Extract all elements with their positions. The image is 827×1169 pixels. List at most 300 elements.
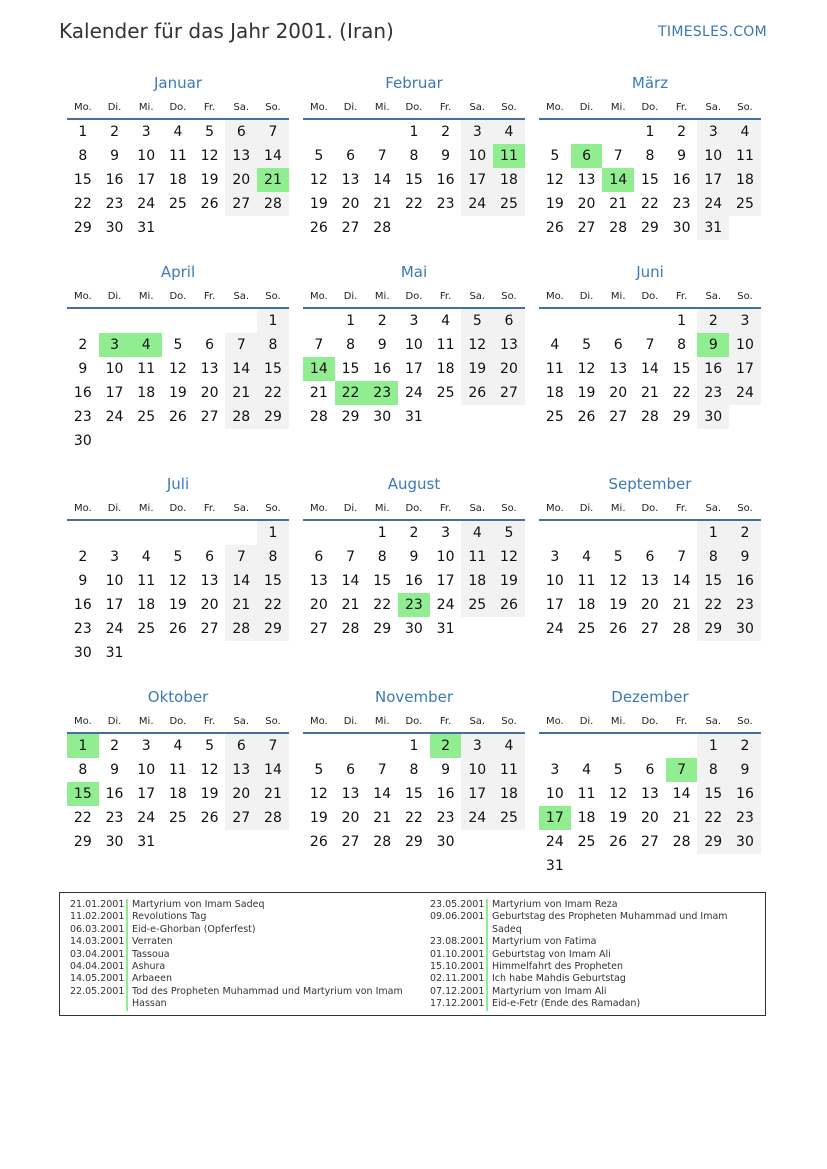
legend-date: 07.12.2001 xyxy=(430,985,485,997)
day-cell: 3 xyxy=(550,549,560,565)
weekday-label: Fr. xyxy=(675,291,688,302)
day-cell: 16 xyxy=(105,172,124,188)
day-cell: 7 xyxy=(314,337,324,353)
day-cell: 23 xyxy=(73,409,92,425)
weekday-label: Di. xyxy=(343,503,358,514)
day-cell: 27 xyxy=(225,192,257,216)
day-grid xyxy=(67,120,289,240)
weekday-label: Sa. xyxy=(233,102,250,113)
weekday-header xyxy=(303,498,525,521)
empty-cell xyxy=(130,641,162,665)
holiday-marker xyxy=(486,949,488,961)
day-cell: 31 xyxy=(137,220,156,236)
day-cell: 2 xyxy=(729,521,761,545)
month-5 xyxy=(303,262,525,429)
empty-cell xyxy=(162,216,194,240)
legend-date: 01.10.2001 xyxy=(430,948,485,960)
day-cell: 17 xyxy=(404,361,423,377)
empty-cell xyxy=(194,309,226,333)
day-cell: 1 xyxy=(697,734,729,758)
empty-cell xyxy=(571,120,603,144)
day-cell: 25 xyxy=(168,810,187,826)
day-cell: 6 xyxy=(314,549,324,565)
day-cell: 26 xyxy=(168,621,187,637)
empty-cell xyxy=(162,830,194,854)
holiday-marker xyxy=(126,961,128,973)
day-cell: 20 xyxy=(640,597,659,613)
day-cell: 31 xyxy=(545,858,564,874)
day-cell: 14 xyxy=(672,573,691,589)
month-name: Juli xyxy=(166,475,190,493)
day-cell: 30 xyxy=(73,645,92,661)
legend-holiday-name: Martyrium von Imam Reza xyxy=(492,899,618,910)
month-10 xyxy=(67,687,289,854)
day-cell: 15 xyxy=(73,172,92,188)
month-name: Februar xyxy=(385,74,443,92)
day-cell: 10 xyxy=(105,573,124,589)
day-cell: 19 xyxy=(577,385,596,401)
weekday-header xyxy=(539,97,761,120)
day-cell: 15 xyxy=(640,172,659,188)
day-cell: 21 xyxy=(672,597,691,613)
day-grid xyxy=(67,309,289,453)
empty-cell xyxy=(303,309,335,333)
weekday-label: So. xyxy=(737,291,753,302)
day-cell: 30 xyxy=(672,220,691,236)
legend-date: 14.05.2001 xyxy=(70,973,125,985)
day-cell: 14 xyxy=(373,786,392,802)
day-cell: 20 xyxy=(225,168,257,192)
day-cell: 13 xyxy=(200,573,219,589)
empty-cell xyxy=(257,216,289,240)
empty-cell xyxy=(303,521,335,545)
day-cell: 30 xyxy=(105,834,124,850)
day-cell: 19 xyxy=(168,597,187,613)
empty-cell xyxy=(430,216,462,240)
day-cell: 7 xyxy=(346,549,355,565)
day-cell: 28 xyxy=(341,621,360,637)
day-cell: 15 xyxy=(257,569,289,593)
day-cell: 31 xyxy=(404,409,423,425)
legend-date: 23.05.2001 xyxy=(430,899,485,910)
day-cell: 1 xyxy=(377,525,387,541)
day-cell: 22 xyxy=(697,593,729,617)
empty-cell xyxy=(539,120,571,144)
day-cell: 8 xyxy=(645,148,655,164)
weekday-label: Mi. xyxy=(374,503,390,514)
weekday-label: Mi. xyxy=(138,102,154,113)
day-cell: 18 xyxy=(577,810,596,826)
day-cell: 24 xyxy=(105,621,124,637)
day-cell: 10 xyxy=(545,786,564,802)
empty-cell xyxy=(493,830,525,854)
empty-cell xyxy=(194,641,226,665)
day-cell: 23 xyxy=(436,196,455,212)
day-cell: 26 xyxy=(309,220,328,236)
day-cell: 1 xyxy=(346,313,355,329)
day-cell: 6 xyxy=(645,549,655,565)
empty-cell xyxy=(666,521,698,545)
legend-date: 09.06.2001 xyxy=(430,911,485,923)
day-cell: 6 xyxy=(205,549,215,565)
weekday-label: Mo. xyxy=(309,291,328,302)
day-cell: 15 xyxy=(373,573,392,589)
day-cell: 24 xyxy=(461,192,493,216)
month-8 xyxy=(303,474,525,641)
weekday-label: Mo. xyxy=(309,102,328,113)
day-cell: 11 xyxy=(461,545,493,569)
weekday-label: Fr. xyxy=(203,102,216,113)
day-grid xyxy=(67,734,289,854)
day-cell: 6 xyxy=(346,148,355,164)
day-cell: 30 xyxy=(697,405,729,429)
empty-cell xyxy=(493,216,525,240)
legend-row xyxy=(70,961,415,973)
weekday-header xyxy=(539,711,761,734)
day-cell: 28 xyxy=(672,621,691,637)
day-cell: 30 xyxy=(729,617,761,641)
day-cell: 22 xyxy=(257,593,289,617)
day-cell: 16 xyxy=(73,597,92,613)
day-grid xyxy=(539,521,761,641)
day-cell: 25 xyxy=(577,621,596,637)
weekday-label: Mi. xyxy=(610,102,626,113)
weekday-label: Fr. xyxy=(203,291,216,302)
day-cell: 14 xyxy=(257,758,289,782)
day-cell: 6 xyxy=(613,337,623,353)
day-cell: 18 xyxy=(577,597,596,613)
weekday-label: Do. xyxy=(641,716,659,727)
month-name: Januar xyxy=(154,74,202,92)
day-cell: 3 xyxy=(461,120,493,144)
empty-cell xyxy=(729,405,761,429)
day-cell: 22 xyxy=(373,597,392,613)
empty-cell xyxy=(461,216,493,240)
day-cell: 24 xyxy=(105,409,124,425)
weekday-label: So. xyxy=(737,102,753,113)
day-cell: 1 xyxy=(257,521,289,545)
weekday-label: Fr. xyxy=(439,716,452,727)
day-cell: 22 xyxy=(697,806,729,830)
day-cell: 26 xyxy=(168,409,187,425)
day-cell: 14 xyxy=(672,786,691,802)
day-cell: 13 xyxy=(609,361,628,377)
day-cell: 17 xyxy=(105,597,124,613)
day-cell: 1 xyxy=(409,124,419,140)
day-cell: 1 xyxy=(78,124,88,140)
day-cell: 28 xyxy=(373,220,392,236)
empty-cell xyxy=(697,854,729,878)
day-cell: 20 xyxy=(200,597,219,613)
day-cell: 24 xyxy=(545,834,564,850)
day-cell: 22 xyxy=(404,810,423,826)
weekday-label: Fr. xyxy=(675,503,688,514)
weekday-label: Mi. xyxy=(138,291,154,302)
day-cell: 8 xyxy=(377,549,387,565)
legend-column-left xyxy=(70,899,415,1011)
holiday-marker xyxy=(486,961,488,973)
empty-cell xyxy=(571,734,603,758)
day-cell: 22 xyxy=(672,385,691,401)
day-cell: 4 xyxy=(493,120,525,144)
day-cell: 11 xyxy=(137,573,156,589)
day-cell: 10 xyxy=(461,758,493,782)
day-cell: 13 xyxy=(225,144,257,168)
day-grid xyxy=(539,734,761,878)
day-cell: 6 xyxy=(225,120,257,144)
weekday-label: Mo. xyxy=(545,503,564,514)
day-cell: 21 xyxy=(373,196,392,212)
day-cell: 23 xyxy=(105,196,124,212)
legend-row xyxy=(70,936,415,948)
day-cell: 21 xyxy=(672,810,691,826)
empty-cell xyxy=(729,854,761,878)
day-cell: 29 xyxy=(73,834,92,850)
day-cell: 12 xyxy=(200,148,219,164)
legend-date: 03.04.2001 xyxy=(70,948,125,960)
day-cell: 18 xyxy=(137,597,156,613)
legend-row xyxy=(430,899,760,911)
day-cell: 16 xyxy=(672,172,691,188)
day-cell: 24 xyxy=(461,806,493,830)
weekday-label: Mi. xyxy=(374,102,390,113)
empty-cell xyxy=(666,734,698,758)
day-cell: 22 xyxy=(73,196,92,212)
day-cell: 27 xyxy=(493,381,525,405)
day-cell: 3 xyxy=(110,549,119,565)
empty-cell xyxy=(461,405,493,429)
day-cell: 29 xyxy=(257,405,289,429)
legend-row xyxy=(430,998,760,1010)
day-grid xyxy=(303,734,525,854)
day-cell: 15 xyxy=(257,357,289,381)
day-cell: 15 xyxy=(67,782,99,806)
empty-cell xyxy=(99,309,131,333)
empty-cell xyxy=(602,734,634,758)
day-cell: 19 xyxy=(309,196,328,212)
day-cell: 3 xyxy=(141,738,151,754)
day-cell: 24 xyxy=(137,810,156,826)
month-11 xyxy=(303,687,525,854)
month-name: September xyxy=(608,475,692,493)
weekday-label: Do. xyxy=(405,716,423,727)
day-cell: 8 xyxy=(257,333,289,357)
empty-cell xyxy=(162,429,194,453)
day-cell: 4 xyxy=(173,738,183,754)
day-cell: 12 xyxy=(461,333,493,357)
day-cell: 26 xyxy=(545,220,564,236)
day-cell: 5 xyxy=(205,738,215,754)
legend-holiday-name: Tassoua xyxy=(132,948,170,960)
empty-cell xyxy=(225,521,257,545)
day-cell: 28 xyxy=(225,617,257,641)
day-cell: 17 xyxy=(137,786,156,802)
day-cell: 13 xyxy=(640,573,659,589)
day-cell: 7 xyxy=(257,734,289,758)
day-cell: 13 xyxy=(640,786,659,802)
empty-cell xyxy=(602,854,634,878)
day-cell: 17 xyxy=(137,172,156,188)
empty-cell xyxy=(67,521,99,545)
empty-cell xyxy=(461,830,493,854)
day-cell: 21 xyxy=(257,168,289,192)
day-cell: 27 xyxy=(225,806,257,830)
day-cell: 10 xyxy=(697,144,729,168)
day-cell: 31 xyxy=(697,216,729,240)
legend-holiday-name: Arbaeen xyxy=(132,973,172,985)
empty-cell xyxy=(430,405,462,429)
legend-date: 22.05.2001 xyxy=(70,985,125,997)
weekday-label: Sa. xyxy=(469,102,486,113)
day-cell: 25 xyxy=(168,196,187,212)
legend-date: 14.03.2001 xyxy=(70,936,125,948)
weekday-label: Fr. xyxy=(439,503,452,514)
day-cell: 13 xyxy=(309,573,328,589)
holiday-marker xyxy=(486,911,488,936)
day-cell: 12 xyxy=(493,545,525,569)
day-cell: 12 xyxy=(609,786,628,802)
day-cell: 18 xyxy=(461,569,493,593)
day-cell: 3 xyxy=(409,313,419,329)
weekday-header xyxy=(303,97,525,120)
empty-cell xyxy=(461,617,493,641)
day-cell: 8 xyxy=(78,148,88,164)
day-cell: 16 xyxy=(436,786,455,802)
day-cell: 26 xyxy=(200,810,219,826)
weekday-label: Fr. xyxy=(675,716,688,727)
day-cell: 16 xyxy=(729,782,761,806)
day-grid xyxy=(303,521,525,641)
day-cell: 25 xyxy=(545,409,564,425)
empty-cell xyxy=(571,854,603,878)
day-cell: 7 xyxy=(377,148,387,164)
day-cell: 20 xyxy=(200,385,219,401)
day-cell: 7 xyxy=(377,762,387,778)
weekday-label: Do. xyxy=(405,503,423,514)
day-cell: 9 xyxy=(110,762,119,778)
day-cell: 18 xyxy=(729,168,761,192)
weekday-label: So. xyxy=(265,716,281,727)
month-9 xyxy=(539,474,761,641)
weekday-label: Sa. xyxy=(705,102,722,113)
weekday-label: Fr. xyxy=(203,503,216,514)
day-cell: 10 xyxy=(461,144,493,168)
day-cell: 3 xyxy=(441,525,451,541)
day-cell: 26 xyxy=(461,381,493,405)
day-cell: 30 xyxy=(404,621,423,637)
day-cell: 2 xyxy=(78,549,88,565)
day-cell: 16 xyxy=(729,569,761,593)
day-cell: 5 xyxy=(173,337,183,353)
weekday-label: Do. xyxy=(169,503,187,514)
day-cell: 8 xyxy=(409,762,419,778)
day-cell: 1 xyxy=(67,734,99,758)
weekday-label: Di. xyxy=(579,102,594,113)
weekday-label: Fr. xyxy=(203,716,216,727)
day-cell: 12 xyxy=(309,172,328,188)
day-cell: 20 xyxy=(341,196,360,212)
weekday-header xyxy=(67,286,289,309)
day-cell: 24 xyxy=(697,192,729,216)
empty-cell xyxy=(634,734,666,758)
day-cell: 6 xyxy=(205,337,215,353)
month-name: Dezember xyxy=(611,688,689,706)
day-cell: 9 xyxy=(441,148,451,164)
day-cell: 24 xyxy=(137,196,156,212)
day-cell: 21 xyxy=(309,385,328,401)
legend-row xyxy=(430,949,760,961)
day-cell: 25 xyxy=(493,806,525,830)
day-cell: 18 xyxy=(436,361,455,377)
day-cell: 30 xyxy=(729,830,761,854)
day-grid xyxy=(303,120,525,240)
day-cell: 28 xyxy=(609,220,628,236)
day-cell: 9 xyxy=(729,545,761,569)
day-cell: 19 xyxy=(168,385,187,401)
empty-cell xyxy=(225,830,257,854)
day-cell: 5 xyxy=(314,148,324,164)
day-cell: 17 xyxy=(539,806,571,830)
weekday-label: Do. xyxy=(405,102,423,113)
day-cell: 14 xyxy=(341,573,360,589)
day-cell: 3 xyxy=(697,120,729,144)
legend-row xyxy=(70,899,415,911)
day-cell: 21 xyxy=(373,810,392,826)
weekday-header xyxy=(303,286,525,309)
day-cell: 4 xyxy=(141,549,151,565)
empty-cell xyxy=(194,830,226,854)
brand-link[interactable]: TIMESLES.COM xyxy=(658,24,767,40)
weekday-label: Sa. xyxy=(705,291,722,302)
day-cell: 19 xyxy=(200,786,219,802)
legend-date: 11.02.2001 xyxy=(70,911,125,923)
day-cell: 13 xyxy=(225,758,257,782)
day-cell: 27 xyxy=(341,834,360,850)
legend-row xyxy=(430,911,760,936)
day-cell: 23 xyxy=(436,810,455,826)
legend-holiday-name: Revolutions Tag xyxy=(132,911,207,923)
day-cell: 31 xyxy=(436,621,455,637)
weekday-label: So. xyxy=(265,291,281,302)
empty-cell xyxy=(162,641,194,665)
day-cell: 2 xyxy=(441,124,451,140)
day-cell: 8 xyxy=(78,762,88,778)
day-cell: 28 xyxy=(225,405,257,429)
day-cell: 16 xyxy=(73,385,92,401)
empty-cell xyxy=(225,429,257,453)
day-cell: 1 xyxy=(677,313,687,329)
day-cell: 12 xyxy=(168,361,187,377)
empty-cell xyxy=(634,521,666,545)
day-cell: 4 xyxy=(441,313,451,329)
day-cell: 9 xyxy=(729,758,761,782)
day-cell: 7 xyxy=(257,120,289,144)
day-cell: 6 xyxy=(225,734,257,758)
weekday-label: Mo. xyxy=(545,102,564,113)
day-cell: 9 xyxy=(377,337,387,353)
day-cell: 21 xyxy=(225,381,257,405)
day-cell: 9 xyxy=(697,333,729,357)
legend-row xyxy=(70,973,415,985)
day-cell: 13 xyxy=(341,172,360,188)
day-cell: 14 xyxy=(602,168,634,192)
day-cell: 27 xyxy=(577,220,596,236)
day-cell: 28 xyxy=(640,409,659,425)
legend-holiday-name: Eid-e-Fetr (Ende des Ramadan) xyxy=(492,998,641,1010)
day-cell: 26 xyxy=(609,621,628,637)
day-cell: 7 xyxy=(225,545,257,569)
day-cell: 2 xyxy=(377,313,387,329)
